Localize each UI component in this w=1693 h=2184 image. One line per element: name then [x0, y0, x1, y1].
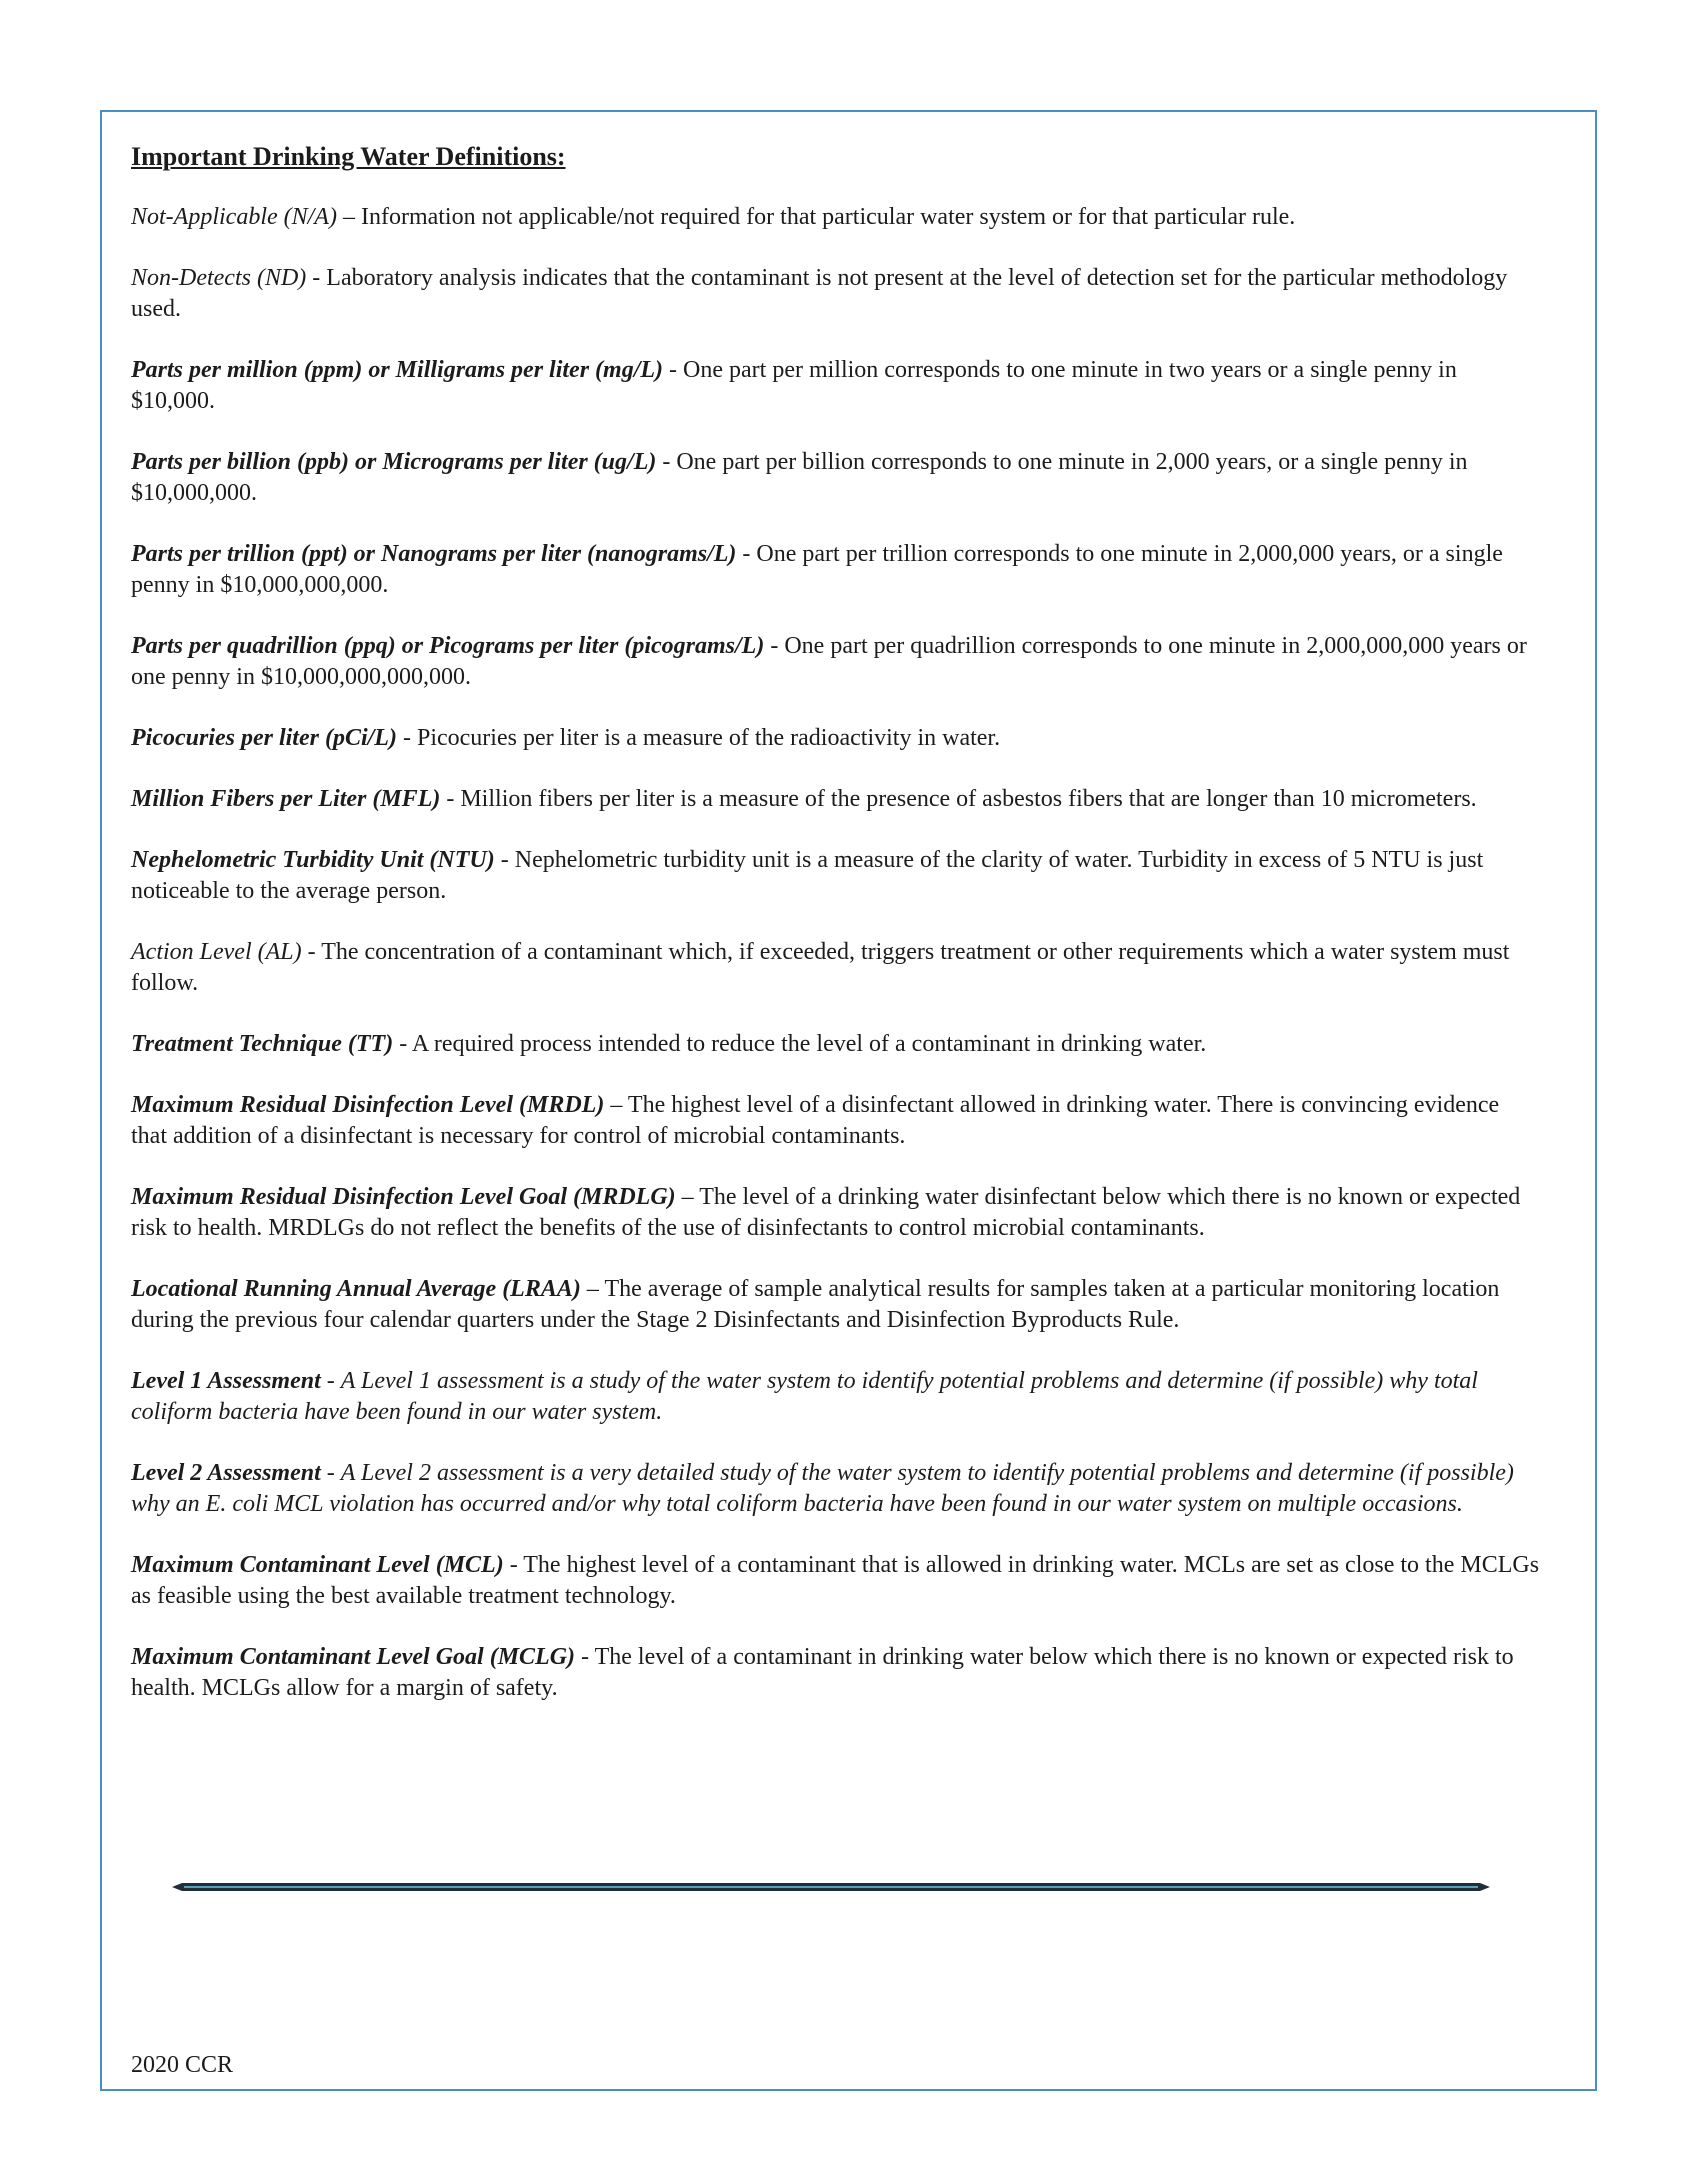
definition-lraa	[131, 1274, 1541, 1336]
definition-na	[131, 202, 1541, 233]
definition-term: Parts per billion (ppb) or Micrograms per liter (ug/L)	[131, 449, 657, 475]
definition-text: A Level 2 assessment is a very detailed study of the water system to identify potential problems and determine (if possible) why an E. coli MCL violation has occurred and/or why total coliform bacteria have been found in our water system on multiple occasions.	[131, 1460, 1514, 1517]
definition-term: Parts per quadrillion (ppq) or Picograms per liter (picograms/L)	[131, 633, 765, 659]
decorative-divider	[172, 1882, 1490, 1892]
definition-term: Maximum Contaminant Level (MCL)	[131, 1552, 504, 1578]
definition-separator: -	[301, 939, 322, 965]
definition-ppq	[131, 631, 1541, 693]
definition-separator: -	[393, 1031, 412, 1057]
definition-term: Non-Detects (ND)	[131, 265, 307, 291]
definition-text: The concentration of a contaminant which, if exceeded, triggers treatment or other requirements which a water system must follow.	[131, 939, 1510, 996]
definition-separator: -	[663, 357, 684, 383]
definition-text: One part per million corresponds to one minute in two years or a single penny in $10,000.	[131, 357, 1457, 414]
definition-text: The highest level of a disinfectant allowed in drinking water. There is convincing evidence that addition of a disinfectant is necessary for control of microbial contaminants.	[131, 1092, 1500, 1149]
definition-separator: -	[396, 725, 417, 751]
definition-text: The level of a drinking water disinfectant below which there is no known or expected risk to health. MRDLGs do not reflect the benefits of the use of disinfectants to control microbial contaminants.	[131, 1184, 1521, 1241]
definition-text: One part per quadrillion corresponds to one minute in 2,000,000,000 years or one penny in $10,000,000,000,000.	[131, 633, 1527, 690]
section-heading: Important Drinking Water Definitions:	[131, 142, 566, 171]
definition-term: Maximum Residual Disinfection Level Goal (MRDLG)	[131, 1184, 676, 1210]
definition-separator: -	[306, 265, 327, 291]
definition-mcl	[131, 1550, 1541, 1612]
definition-term: Treatment Technique (TT)	[131, 1031, 394, 1057]
definition-separator: -	[440, 786, 461, 812]
definition-term: Level 2 Assessment	[131, 1460, 321, 1486]
definition-ppb	[131, 447, 1541, 509]
definition-term: Parts per million (ppm) or Milligrams per liter (mg/L)	[131, 357, 664, 383]
definition-separator: -	[736, 541, 757, 567]
definition-text: The highest level of a contaminant that is allowed in drinking water. MCLs are set as close to the MCLGs as feasible using the best available treatment technology.	[131, 1552, 1540, 1609]
definition-mclg	[131, 1642, 1541, 1704]
definitions-section	[131, 140, 1541, 1734]
definition-separator: –	[604, 1092, 628, 1118]
definition-ppt	[131, 539, 1541, 601]
definition-term: Nephelometric Turbidity Unit (NTU)	[131, 847, 495, 873]
definition-mfl	[131, 784, 1541, 815]
definition-mrdlg	[131, 1182, 1541, 1244]
definition-separator: -	[575, 1644, 595, 1670]
definition-ntu	[131, 845, 1541, 907]
definition-separator: -	[656, 449, 677, 475]
definition-text: A required process intended to reduce the level of a contaminant in drinking water.	[411, 1031, 1207, 1057]
definition-term: Million Fibers per Liter (MFL)	[131, 786, 441, 812]
definition-text: One part per trillion corresponds to one minute in 2,000,000 years, or a single penny in $10,000,000,000.	[131, 541, 1503, 598]
definition-ppm	[131, 355, 1541, 417]
definition-separator: –	[675, 1184, 700, 1210]
definition-nd	[131, 263, 1541, 325]
definition-text: Laboratory analysis indicates that the contaminant is not present at the level of detection set for the particular methodology used.	[131, 265, 1508, 322]
definition-level1	[131, 1366, 1541, 1428]
definition-term: Level 1 Assessment	[131, 1368, 321, 1394]
definition-pci	[131, 723, 1541, 754]
definition-text: Picocuries per liter is a measure of the radioactivity in water.	[416, 725, 1001, 751]
definition-term: Maximum Residual Disinfection Level (MRDL)	[131, 1092, 605, 1118]
definition-text: Nephelometric turbidity unit is a measure of the clarity of water. Turbidity in excess of 5 NTU is just noticeable to the average person.	[131, 847, 1484, 904]
definition-term: Parts per trillion (ppt) or Nanograms per liter (nanograms/L)	[131, 541, 737, 567]
definition-term: Maximum Contaminant Level Goal (MCLG)	[131, 1644, 576, 1670]
definition-level2	[131, 1458, 1541, 1520]
definition-text: Million fibers per liter is a measure of the presence of asbestos fibers that are longer than 10 micrometers.	[460, 786, 1477, 812]
definition-term: Picocuries per liter (pCi/L)	[131, 725, 397, 751]
definition-separator: -	[320, 1460, 341, 1486]
definition-separator: -	[503, 1552, 524, 1578]
definition-separator: -	[494, 847, 515, 873]
definition-text: One part per billion corresponds to one minute in 2,000 years, or a single penny in $10,000,000.	[131, 449, 1468, 506]
definition-separator: -	[764, 633, 785, 659]
definition-text: Information not applicable/not required for that particular water system or for that particular rule.	[360, 204, 1296, 230]
definition-separator: –	[580, 1276, 605, 1302]
definition-text: The average of sample analytical results for samples taken at a particular monitoring location during the previous four calendar quarters under the Stage 2 Disinfectants and Disinfection Byproducts Rule.	[131, 1276, 1500, 1333]
definition-mrdl	[131, 1090, 1541, 1152]
footer-label: 2020 CCR	[131, 2052, 234, 2078]
definition-text: The level of a contaminant in drinking water below which there is no known or expected risk to health. MCLGs allow for a margin of safety.	[131, 1644, 1514, 1701]
definition-term: Locational Running Annual Average (LRAA)	[131, 1276, 581, 1302]
definition-tt	[131, 1029, 1541, 1060]
definition-al	[131, 937, 1541, 999]
definition-separator: –	[336, 204, 361, 230]
definition-term: Not-Applicable (N/A)	[131, 204, 337, 230]
definition-term: Action Level (AL)	[131, 939, 302, 965]
definition-separator: -	[320, 1368, 341, 1394]
definition-text: A Level 1 assessment is a study of the water system to identify potential problems and determine (if possible) why total coliform bacteria have been found in our water system.	[131, 1368, 1478, 1425]
